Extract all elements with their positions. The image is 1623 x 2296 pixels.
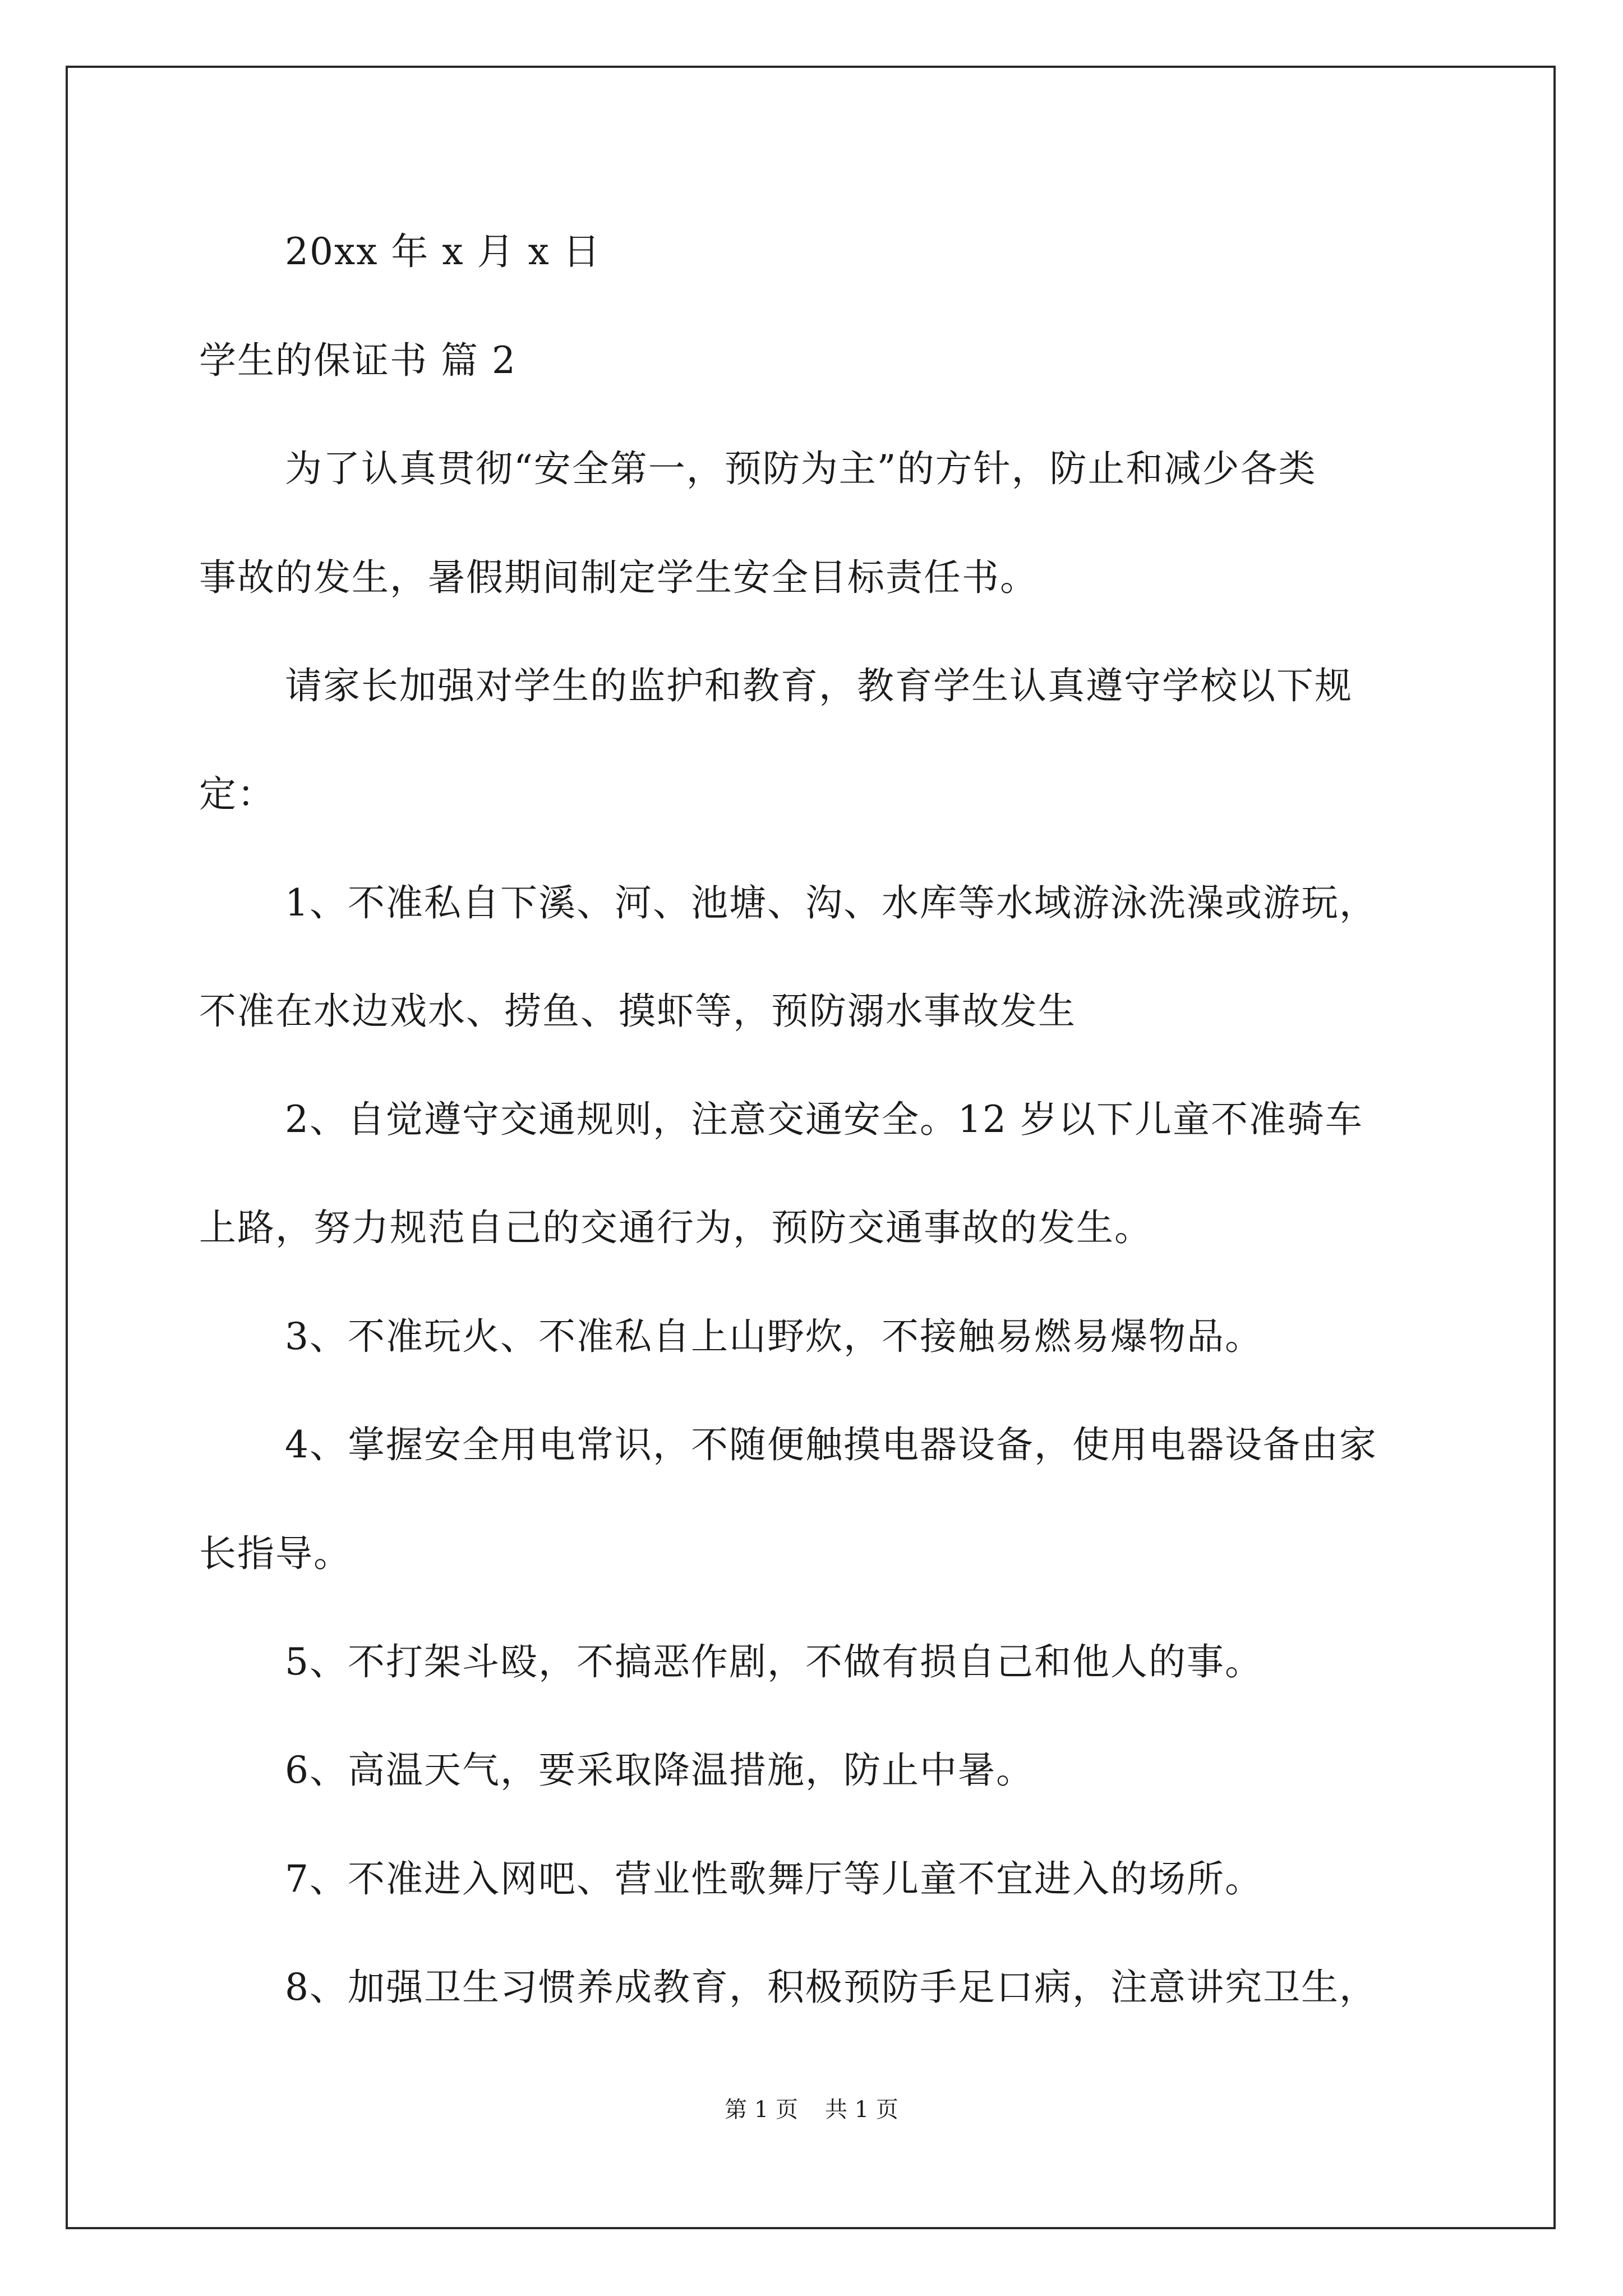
paragraph-line: 不准在水边戏水、捞鱼、摸虾等，预防溺水事故发生	[199, 990, 1076, 1033]
paragraph-line: 为了认真贯彻“安全第一，预防为主”的方针，防止和减少各类	[285, 447, 1317, 490]
paragraph-line: 8、加强卫生习惯养成教育，积极预防手足口病，注意讲究卫生，	[285, 1966, 1377, 2009]
paragraph-line: 1、不准私自下溪、河、池塘、沟、水库等水域游泳洗澡或游玩，	[285, 881, 1377, 924]
paragraph-line: 3、不准玩火、不准私自上山野炊，不接触易燃易爆物品。	[285, 1315, 1263, 1358]
section-title: 学生的保证书 篇 2	[199, 339, 517, 382]
paragraph-line: 上路，努力规范自己的交通行为，预防交通事故的发生。	[199, 1206, 1152, 1249]
paragraph-line: 请家长加强对学生的监护和教育，教育学生认真遵守学校以下规	[285, 664, 1353, 707]
page-number: 第 1 页	[725, 2097, 798, 2123]
page-footer	[0, 2099, 1623, 2121]
paragraph-line: 定：	[199, 772, 275, 816]
paragraph-line: 2、自觉遵守交通规则，注意交通安全。12 岁以下儿童不准骑车	[285, 1098, 1363, 1141]
paragraph-line: 4、掌握安全用电常识，不随便触摸电器设备，使用电器设备由家	[285, 1423, 1377, 1466]
paragraph-line: 7、不准进入网吧、营业性歌舞厅等儿童不宜进入的场所。	[285, 1857, 1263, 1901]
paragraph-line: 5、不打架斗殴，不搞恶作剧，不做有损自己和他人的事。	[285, 1640, 1263, 1683]
paragraph-line: 长指导。	[199, 1532, 352, 1575]
date-line: 20xx 年 x 月 x 日	[285, 230, 601, 273]
page-border	[66, 66, 1556, 2229]
paragraph-line: 事故的发生，暑假期间制定学生安全目标责任书。	[199, 556, 1038, 599]
paragraph-line: 6、高温天气，要采取降温措施，防止中暑。	[285, 1749, 1034, 1792]
page-total: 共 1 页	[825, 2097, 898, 2123]
